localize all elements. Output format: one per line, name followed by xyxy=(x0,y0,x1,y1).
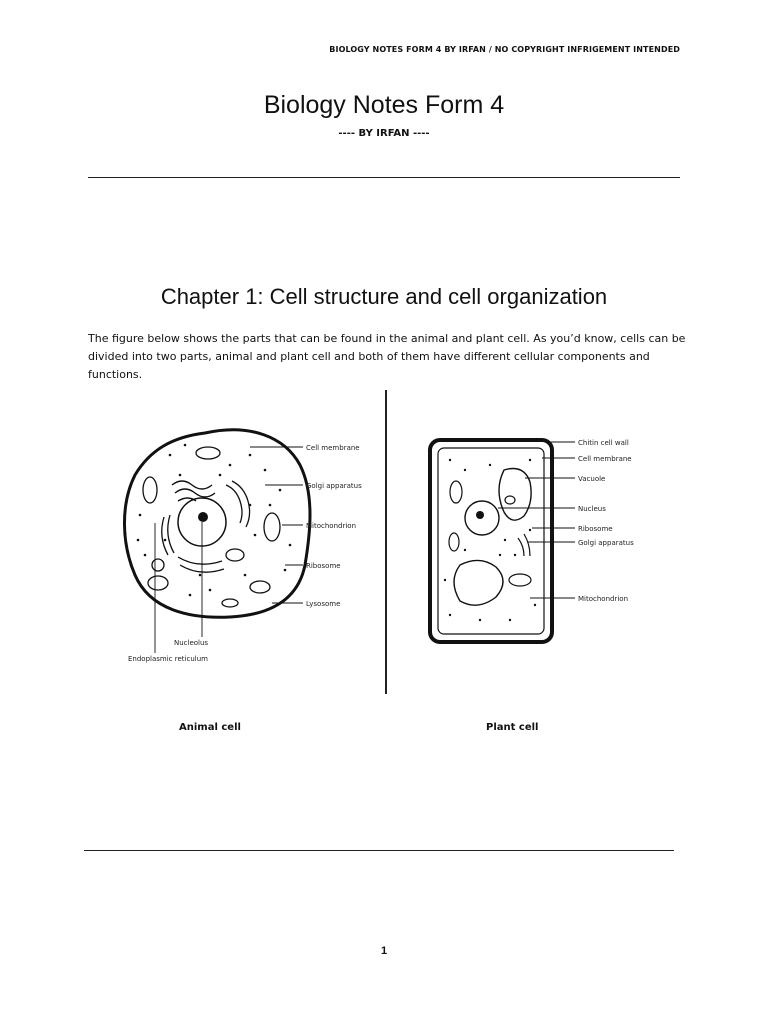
page-number: 1 xyxy=(380,945,388,957)
label-plant-golgi: Golgi apparatus xyxy=(578,539,634,547)
running-header: BIOLOGY NOTES FORM 4 BY IRFAN / NO COPYRIGHT INFRIGEMENT INTENDED xyxy=(329,45,680,54)
intro-paragraph: The figure below shows the parts that can be found in the animal and plant cell. As you’d know, cells can be divided into two parts, animal and plant cell and both of them have different cellular components and functions. xyxy=(88,332,686,381)
label-plant-ribosome: Ribosome xyxy=(578,525,613,533)
plant-cell-membrane xyxy=(438,448,544,634)
plant-cell-caption: Plant cell xyxy=(486,722,539,733)
animal-cell-diagram xyxy=(110,415,375,670)
chapter-heading: Chapter 1: Cell structure and cell organization xyxy=(160,284,608,309)
label-plant-mitochondrion: Mitochondrion xyxy=(578,595,629,603)
byline: ---- BY IRFAN ---- xyxy=(338,128,430,139)
label-vacuole: Vacuole xyxy=(578,475,606,483)
animal-nucleolus xyxy=(198,512,208,522)
label-cell-membrane: Cell membrane xyxy=(306,444,360,452)
label-golgi-apparatus: Golgi apparatus xyxy=(306,482,362,490)
plant-vacuole xyxy=(499,469,531,521)
animal-cell-caption: Animal cell xyxy=(179,722,241,733)
label-lysosome: Lysosome xyxy=(306,600,341,608)
plant-cell-diagram xyxy=(420,430,655,660)
label-nucleus: Nucleus xyxy=(578,505,606,513)
label-mitochondrion: Mitochondrion xyxy=(306,522,357,530)
plant-cell-wall xyxy=(430,440,552,642)
label-ribosome: Ribosome xyxy=(306,562,341,570)
header-rule xyxy=(88,177,680,178)
figure-divider xyxy=(385,390,387,694)
document-title: Biology Notes Form 4 xyxy=(263,91,505,119)
label-endoplasmic-reticulum: Endoplasmic reticulum xyxy=(128,655,208,663)
label-nucleolus: Nucleolus xyxy=(174,639,209,647)
footer-rule xyxy=(84,850,674,851)
label-plant-cell-membrane: Cell membrane xyxy=(578,455,632,463)
label-chitin-cell-wall: Chitin cell wall xyxy=(578,439,629,447)
